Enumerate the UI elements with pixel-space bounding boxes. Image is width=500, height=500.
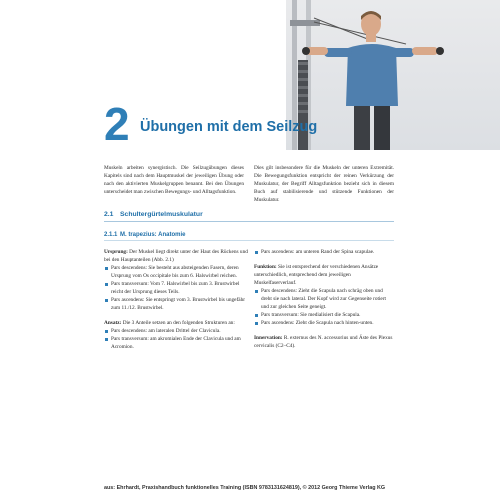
ursprung-label: Ursprung: (104, 249, 128, 255)
innervation-label: Innervation: (254, 335, 283, 341)
list-item: Pars descendens: Zieht die Scapula nach schräg oben und dreht sie nach lateral. Der Kopf wird zur Gegenseite rotiert und zur gleichen Seite geneigt. (254, 287, 394, 311)
list-item: Pars transversum: Sie medialisiert die Scapula. (254, 311, 394, 319)
chapter-number: 2 (104, 98, 130, 150)
innervation-paragraph (254, 334, 394, 350)
body-left-column (104, 248, 249, 351)
ursprung-text: Der Muskel liegt direkt unter der Haut des Rückens und bei den Hauptanteilen (Abb. 2.1) (104, 249, 248, 263)
section-number: 2.1 (104, 211, 114, 218)
ursprung-paragraph (104, 248, 249, 264)
intro-left-column (104, 164, 244, 196)
chapter-title: Übungen mit dem Seilzug (140, 119, 318, 135)
subsection-heading (104, 232, 394, 241)
list-item: Pars descendens: am lateralen Drittel der Clavicula. (104, 327, 249, 335)
page-footer: aus: Ehrhardt, Praxishandbuch funktionelles Training (ISBN 9783131624819), © 2012 Georg Thieme Verlag KG (104, 485, 386, 491)
list-item: Pars ascendens: Sie entspringt vom 3. Brustwirbel bis ungefähr zum 11./12. Brustwirbel. (104, 296, 249, 312)
subsection-number: 2.1.1 (104, 232, 118, 238)
ansatz-label: Ansatz: (104, 320, 122, 326)
ansatz-paragraph (104, 319, 249, 327)
exercise-photo (286, 0, 500, 150)
intro-right-column (254, 164, 394, 204)
list-item: Pars transversum: Vom 7. Halswirbel bis zum 3. Brustwirbel reicht der Ursprung dieses Teils. (104, 280, 249, 296)
list-item: Pars transversum: am akromialen Ende der Clavicula und am Acromion. (104, 335, 249, 351)
section-heading (104, 211, 394, 222)
section-title: Schultergürtelmuskulatur (120, 211, 203, 218)
innervation-text: R. externus des N. accessorius und Äste des Plexus cervicalis (C2–C4). (254, 335, 393, 349)
list-item: Pars ascendens: Zieht die Scapula nach hinten-unten. (254, 319, 394, 327)
funktion-label: Funktion: (254, 264, 277, 270)
funktion-text: Sie ist entsprechend der verschiedenen Ansätze unterschiedlich, entsprechend dem jeweiligen Muskelfaserverlauf. (254, 264, 379, 286)
funktion-paragraph (254, 263, 394, 287)
intro-right-text: Dies gilt insbesondere für die Muskeln der unteren Extremität. Die Bewegungsfunktion entspricht der reinen Verkürzung der Muskulatur, der Begriff Alltagsfunktion bezieht sich in diesem Buch auf stabilisierende und stützende Funktionen der Muskulatur. (254, 165, 394, 203)
subsection-title: M. trapezius: Anatomie (120, 232, 186, 238)
intro-left-text: Muskeln arbeiten synergistisch. Die Seilzugübungen dieses Kapitels sind nach dem Hauptmuskel der jeweiligen Übung oder nach den aktivierten Muskelgruppen benannt. Bei den Übungen unterscheidet man zwischen Bewegungs- und Alltagsfunktion. (104, 165, 244, 195)
body-right-column (254, 248, 394, 350)
list-item: Pars ascendens: am unteren Rand der Spina scapulae. (254, 248, 394, 256)
list-item: Pars descendens: Sie besteht aus absteigenden Fasern, deren Ursprung vom Os occipitale bis zum 6. Halswirbel reichen. (104, 264, 249, 280)
ansatz-text: Die 3 Anteile setzen an den folgenden Strukturen an: (122, 320, 235, 326)
